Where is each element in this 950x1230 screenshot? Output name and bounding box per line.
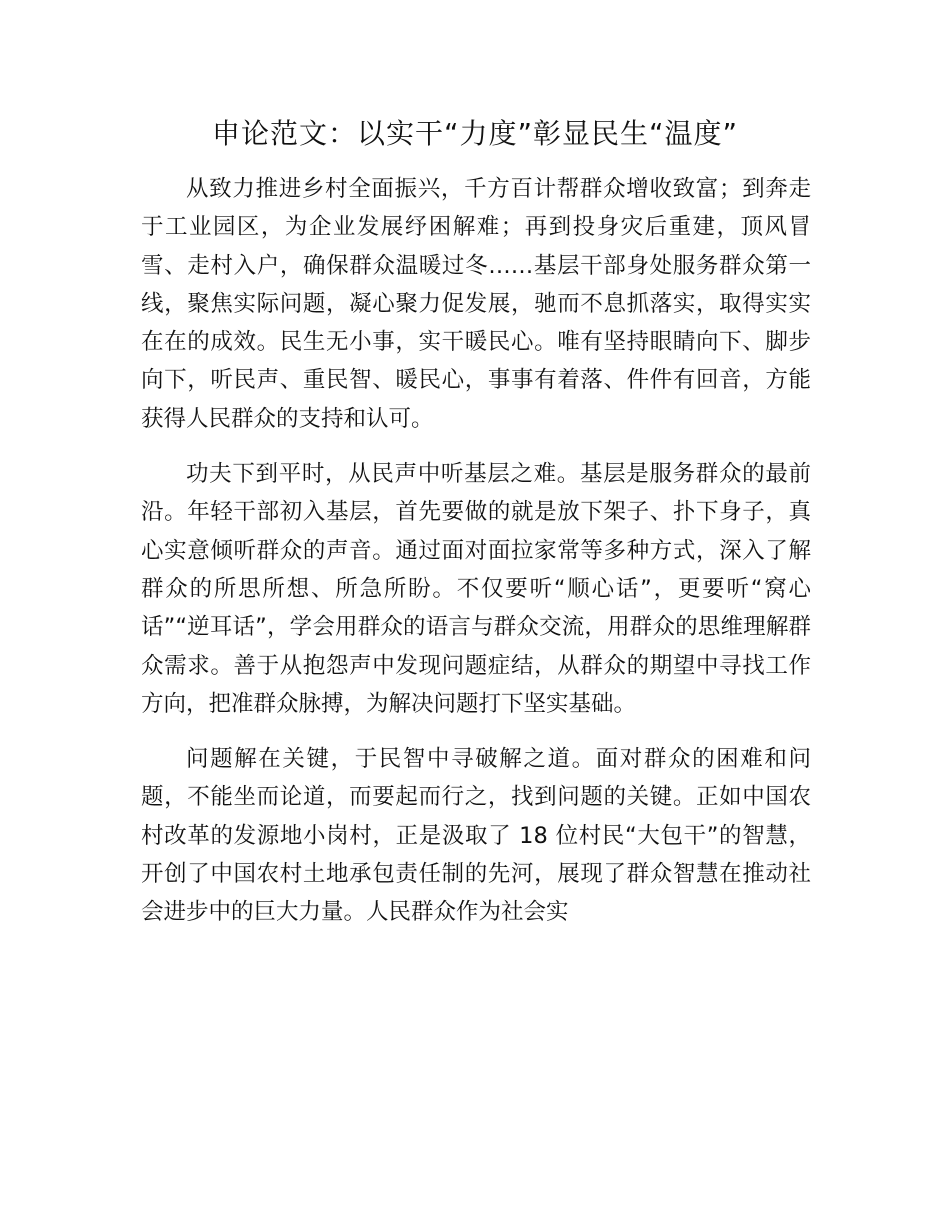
document-body [141,170,811,949]
paragraph-3: 问题解在关键，于民智中寻破解之道。面对群众的困难和问题，不能坐而论道，而要起而行之，找到问题的关键。正如中国农村改革的发源地小岗村，正是汲取了 18 位村民“大包干”的智慧，开创了中国农村土地承包责任制的先河，展现了群众智慧在推动社会进步中的巨大力量。人民群众作为社会实 [141,746,811,926]
document-title: 申论范文：以实干“力度”彰显民生“温度” [211,117,739,150]
paragraph-1: 从致力推进乡村全面振兴，千方百计帮群众增收致富；到奔走于工业园区，为企业发展纾困解难；再到投身灾后重建，顶风冒雪、走村入户，确保群众温暖过冬……基层干部身处服务群众第一线，聚焦实际问题，凝心聚力促发展，驰而不息抓落实，取得实实在在的成效。民生无小事，实干暖民心。唯有坚持眼睛向下、脚步向下，听民声、重民智、暖民心，事事有着落、件件有回音，方能获得人民群众的支持和认可。 [141,176,811,432]
paragraph-2: 功夫下到平时，从民声中听基层之难。基层是服务群众的最前沿。年轻干部初入基层，首先要做的就是放下架子、扑下身子，真心实意倾听群众的声音。通过面对面拉家常等多种方式，深入了解群众的所思所想、所急所盼。不仅要听“顺心话”，更要听“窝心话”“逆耳话”，学会用群众的语言与群众交流，用群众的思维理解群众需求。善于从抱怨声中发现问题症结，从群众的期望中寻找工作方向，把准群众脉搏，为解决问题打下坚实基础。 [141,461,811,717]
